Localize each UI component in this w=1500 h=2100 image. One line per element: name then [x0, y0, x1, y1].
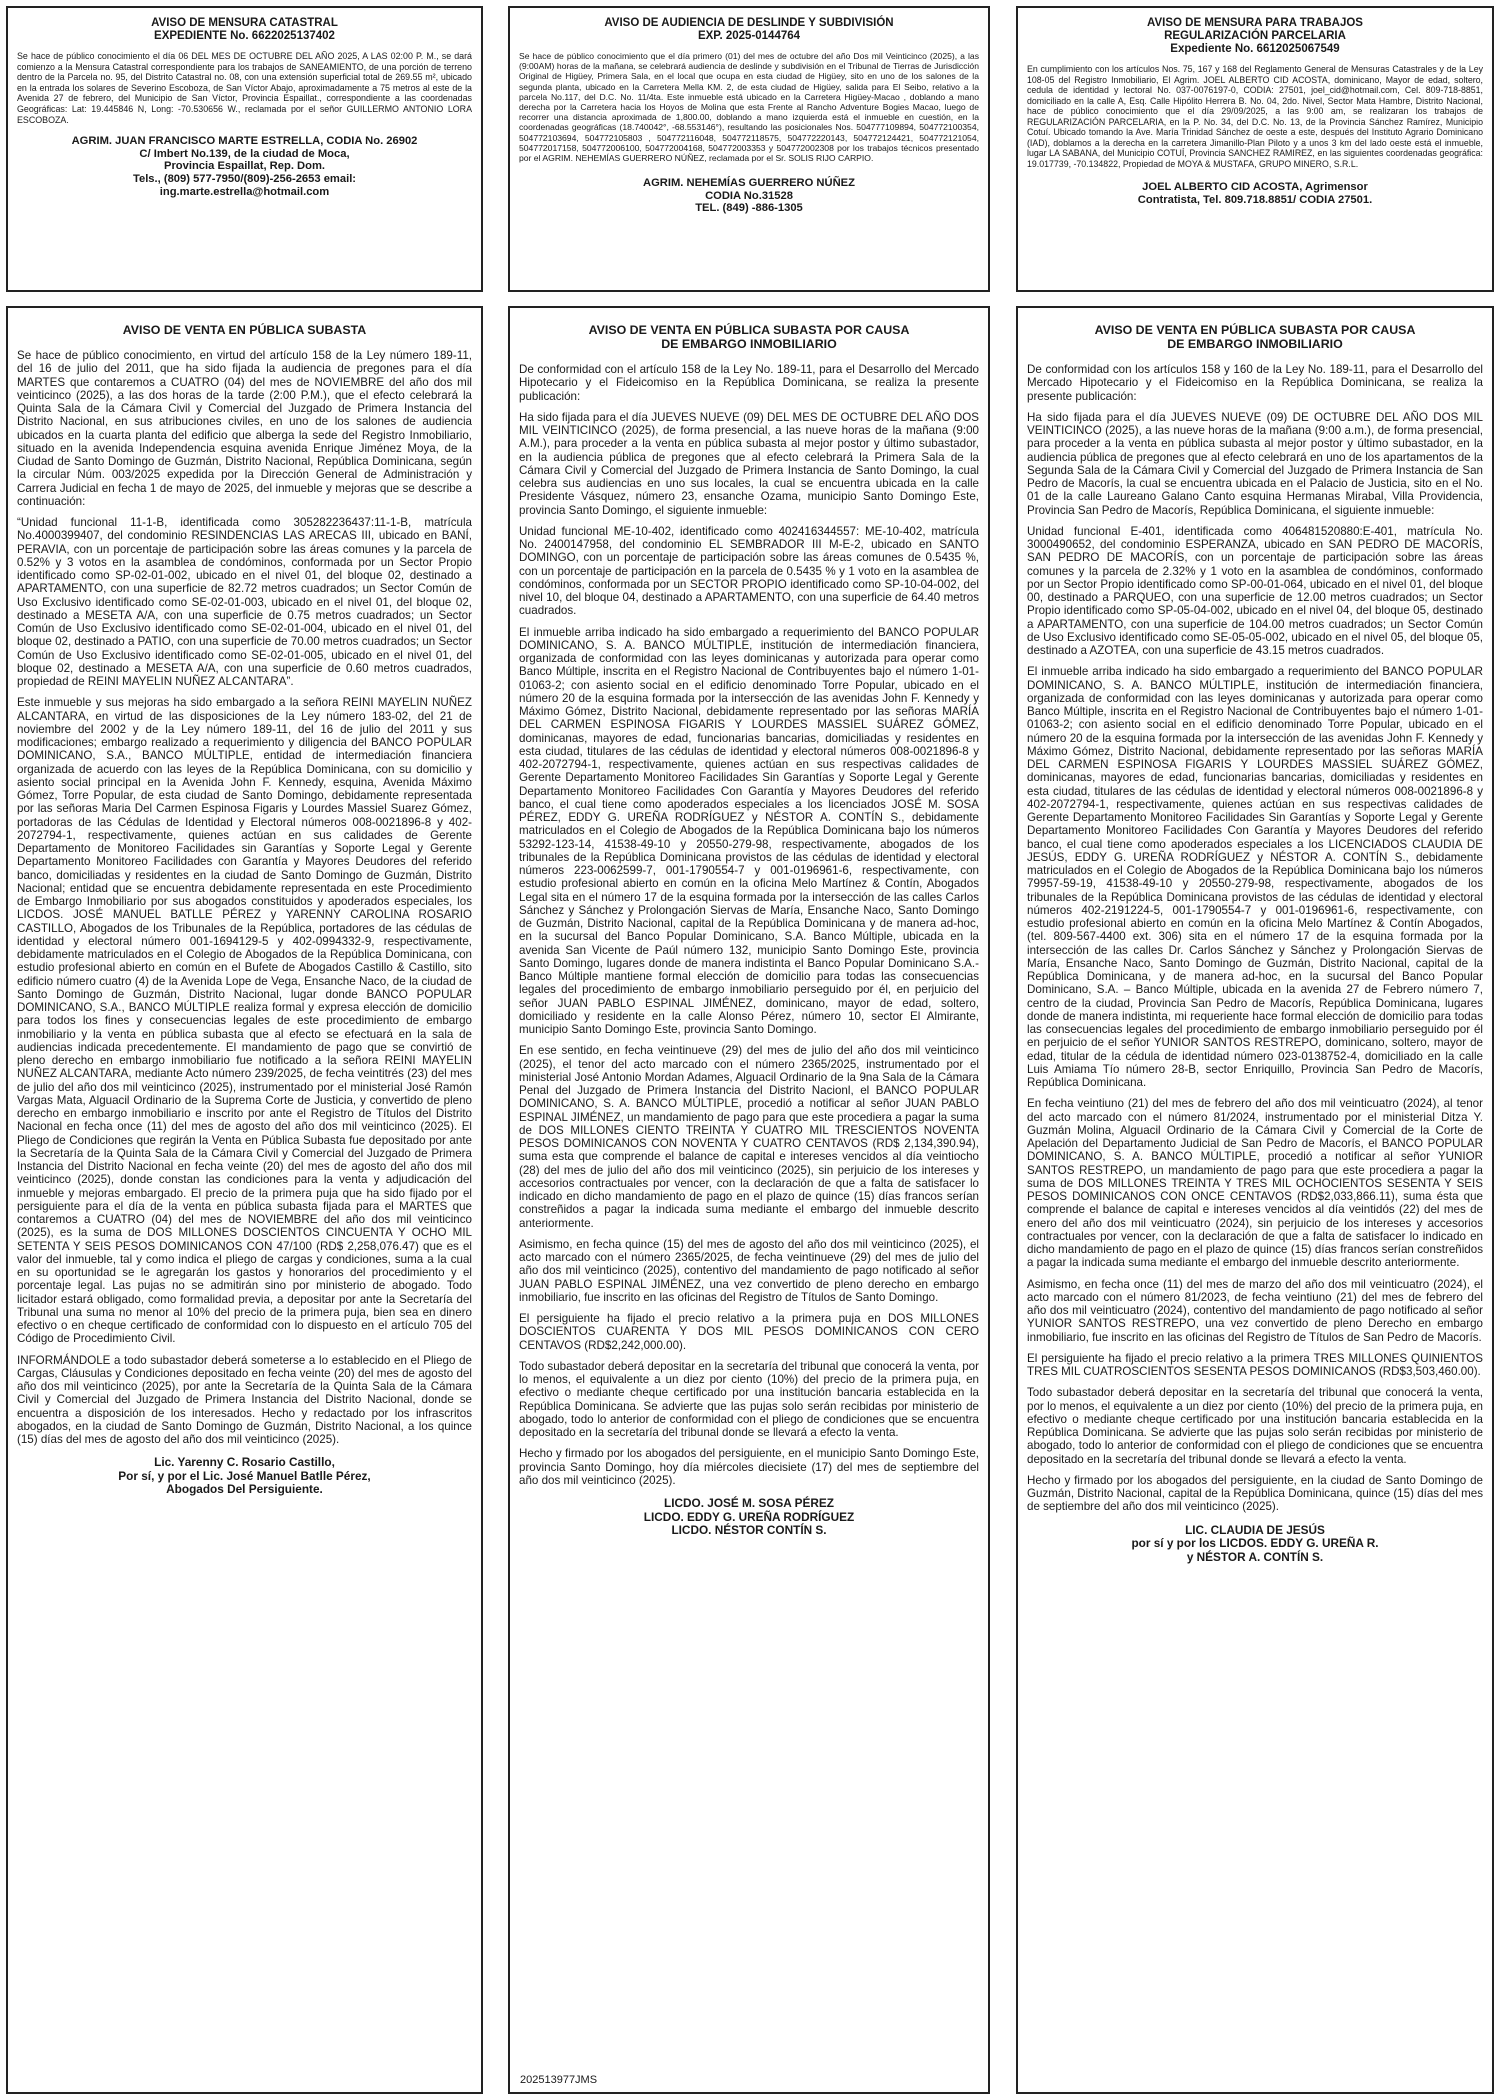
- notice-paragraph: Asimismo, en fecha once (11) del mes de marzo del año dos mil veinticuatro (2024), el acto marcado con el número 81/2023, de fecha veintiuno (21) del mes de febrero del año dos mil veinticuatro (2024), contentivo del mandamiento de pago notificado al señor YUNIOR SANTOS RESTREPO, una vez convertido de pleno Derecho en embargo inmobiliario, fue inscrito en las oficinas del Registro de Títulos de San Pedro de Macorís.: [1027, 1277, 1483, 1344]
- notice-body: [519, 363, 979, 1487]
- notice-paragraph: “Unidad funcional 11-1-B, identificada como 305282236437:11-1-B, matrícula No.4000399407, del condominio RESINDENCIAS LAS ARECAS III, ubicado en BANÍ, PERAVIA, con un porcentaje de participación sobre las áreas comunes y la parcela de 0.52% y 3 votos en la asamblea de condóminos, conformada por un Sector Propio identificado como SP-02-01-002, ubicado en el nivel 01, del bloque 02, destinado a APARTAMENTO, con una superficie de 82.72 metros cuadrados; un Sector Común de Uso Exclusivo identificado como SE-02-01-003, ubicado en el nivel 01, del bloque 02, destinado a MESETA A/A, con una superficie de 0.75 metros cuadrados; un Sector Común de Uso Exclusivo identificado como SE-02-01-004, ubicado en el nivel 01, del bloque 02, destinado a PATIO, con una superficie de 70.00 metros cuadrados; un Sector Común de Uso Exclusivo identificado como SE-02-01-005, ubicado en el nivel 01, del bloque 02, destinado a MESETA A/A, con una superficie de 0.60 metros cuadrados, propiedad de REINI MAYELIN NUÑEZ ALCANTARA”.: [17, 516, 472, 688]
- notice-title: AVISO DE AUDIENCIA DE DESLINDE Y SUBDIVISIÓN EXP. 2025-0144764: [604, 17, 894, 42]
- notice-paragraph: INFORMÁNDOLE a todo subastador deberá someterse a lo establecido en el Pliego de Cargas, Cláusulas y Condiciones depositado en fecha veinte (20) del mes de agosto del año dos mil veinticinco (2025), por ante la Secretaría de la Quinta Sala de la Cámara Civil y Comercial del Juzgado de Primera Instancia del Distrito Nacional, donde se encuentra a disposición de los interesados. Hecho y redactado por los infrascritos abogados, en la ciudad de Santo Domingo de Guzmán, Distrito Nacional, a los quince (15) días del mes de agosto del año dos mil veinticinco (2025).: [17, 1353, 472, 1446]
- notice-mensura-regularizacion: [1016, 6, 1494, 292]
- notice-body: [1027, 363, 1483, 1514]
- notice-paragraph: En ese sentido, en fecha veintinueve (29) del mes de julio del año dos mil veinticinco (2025), el tenor del acto marcado con el número 2365/2025, instrumentado por el ministerial José Antonio Mordan Adames, Alguacil Ordinario de la 9na Sala de la Cámara Penal del Juzgado de Primera Instancia del Distrito Nacionl, el BANCO POPULAR DOMINICANO, S. A. BANCO MÚLTIPLE, procedió a notificar al señor JUAN PABLO ESPINAL JIMÉNEZ, un mandamiento de pago para que este procediera a pagar la suma de DOS MILLONES CIENTO TREINTA Y CUATRO MIL TRESCIENTOS NOVENTA PESOS DOMINICANOS CON NOVENTA Y CUATRO CENTAVOS (RD$ 2,134,390.94), suma esta que comprende el balance de capital e intereses vencidos al día veintiocho (28) del mes de julio del año dos mil veinticinco (2025), sin perjuicio de los intereses y accesorios contractuales por vencer, con la declaración de que a falta de satisfacer lo indicado en dicho mandamiento de pago en el plazo de quince (15) días francos serían constreñidos a pagar la indicada suma mediante el embargo del inmueble descrito anteriormente.: [519, 1044, 979, 1230]
- notice-paragraph: De conformidad con el artículo 158 de la Ley No. 189-11, para el Desarrollo del Mercado Hipotecario y el Fideicomiso en la República Dominicana, se realiza la presente publicación:: [519, 363, 979, 403]
- notice-signature: LIC. CLAUDIA DE JESÚS por sí y por los LICDOS. EDDY G. UREÑA R. y NÉSTOR A. CONTÍN S.: [1131, 1522, 1379, 1564]
- notice-signature: JOEL ALBERTO CID ACOSTA, Agrimensor Contratista, Tel. 809.718.8851/ CODIA 27501.: [1137, 181, 1373, 206]
- notice-title: AVISO DE VENTA EN PÚBLICA SUBASTA POR CAUSA DE EMBARGO INMOBILIARIO: [1094, 323, 1416, 351]
- notice-signature: AGRIM. JUAN FRANCISCO MARTE ESTRELLA, CODIA No. 26902 C/ Imbert No.139, de la ciudad de Moca, Provincia Espaillat, Rep. Dom. Tels., (809) 577-7950/(809)-256-2653 email: ing.marte.estrella@hotmail.com: [71, 135, 418, 198]
- notice-body: [17, 51, 472, 125]
- notice-paragraph: Ha sido fijada para el día JUEVES NUEVE (09) DE OCTUBRE DEL AÑO DOS MIL VEINTICINCO (2025), a las nueve horas de la mañana (9:00 a.m.), de forma presencial, para proceder a la venta en pública subasta al mejor postor y último subastador, en la audiencia pública de pregones que al efecto celebrará en uno de los apartamentos de la Segunda Sala de la Cámara Civil y Comercial del Juzgado de Primera Instancia de San Pedro de Macorís, la cual se encuentra ubicada en el Palacio de Justicia, sito en el No. 01 de la calle Laureano Galano Canto esquina Hermanas Mirabal, Villa Providencia, Provincia San Pedro de Macorís, República Dominicana, el siguiente inmueble:: [1027, 410, 1483, 517]
- notice-paragraph: El inmueble arriba indicado ha sido embargado a requerimiento del BANCO POPULAR DOMINICANO, S. A. BANCO MÚLTIPLE, institución de intermediación financiera, organizada de conformidad con las leyes dominicanas y autorizada para operar como Banco Múltiple, inscrita en el Registro Nacional de Contribuyentes bajo el número 1-01-01063-2; con asiento social en el edificio denominado Torre Popular, ubicado en el número 20 de la esquina formada por la intersección de las avenidas John F. Kennedy y Máximo Gómez, Distrito Nacional, debidamente representado por las señoras MARÍA DEL CARMEN ESPINOSA FIGARIS Y LOURDES MASSIEL SUÁREZ GÓMEZ, dominicanas, mayores de edad, funcionarias bancarias, domiciliadas y residentes en esta ciudad, titulares de las cédulas de identidad y electoral números 008-0021896-8 y 402-2072794-1, respectivamente, quienes actúan en sus respectivas calidades de Gerente Departamento Monitoreo Facilidades Sin Garantías y Soporte Legal y Gerente Departamento Monitoreo Facilidades Con Garantía y Mayores Deudores del referido banco, el cual tiene como apoderados especiales a los licenciados JOSÉ M. SOSA PÉREZ, EDDY G. UREÑA RODRÍGUEZ y NÉSTOR A. CONTÍN S., debidamente matriculados en el Colegio de Abogados de la República Dominicana bajo los números 53292-123-14, 41538-49-10 y 20550-279-98, respectivamente, abogados de los tribunales de la República Dominicana provistos de las cédulas de identidad y electoral números 223-0062599-7, 001-1790554-7 y 001-0196961-6, respectivamente, con estudio profesional abierto en común en la oficina Melo Martínez & Contín, Abogados Legal sita en el número 17 de la esquina formada por la intersección de las calles Carlos Sánchez y Sánchez y Prolongación Siervas de María, Ensanche Naco, Santo Domingo de Guzmán, Distrito Nacional, capital de la República Dominicana y de manera ad-hoc, en la sucursal del Banco Popular Dominicano, S.A. Banco Múltiple, ubicada en la avenida San Vicente de Paúl número 132, municipio Santo Domingo Este, provincia Santo Domingo, lugares donde de manera indistinta el Banco Popular Dominicano S.A.- Banco Múltiple mantiene formal elección de domicilio para todas las consecuencias legales del procedimiento de embargo inmobiliario perseguido por él, en perjuicio del señor JUAN PABLO ESPINAL JIMÉNEZ, dominicano, mayor de edad, soltero, domiciliado y residente en la calle Alonso Pérez, número 10, sector El Almirante, municipio Santo Domingo Este, provincia Santo Domingo.: [519, 625, 979, 1036]
- notice-paragraph: El persiguiente ha fijado el precio relativo a la primera TRES MILLONES QUINIENTOS TRES MIL CUATROSCIENTOS SESENTA PESOS DOMINICANOS (RD$3,503,460.00).: [1027, 1351, 1483, 1378]
- notice-paragraph: Se hace de público conocimiento que el día primero (01) del mes de octubre del año Dos mil Veinticinco (2025), a las (9:00AM) horas de la mañana, se celebrará audiencia de deslinde y subdivisión en el Tribunal de Tierras de Jurisdicción Original de Higüey, Primera Sala, en el local que ocupa en esta ciudad de Higüey, sito en uno de los salones de la segunda planta, ubicado en la Carretera Mella KM. 2, de esta ciudad de Higüey, salida para El Seibo, relativo a la parcela No.117, del D.C. No. 11/4ta. Este inmueble está ubicado en la Carretera Higüey-Macao , doblando a mano derecha por la Carretera hacia los Hoyos de Molina que esta Frente al Rancho Adventure Bogies Macao, luego de recorrer una distancia aproximada de 1,800.00, doblando a mano izquierda está el inmueble en cuestión, en la coordenadas geográficas (18.740042°, -68.553146°), resultando las posicionales Nos. 504777109894, 504772100354, 504772103694, 504772105803 , 504772116048, 504772118575, 504772220143, 504772124421, 504772121054, 504772017158, 504772006100, 504772004168, 504772003353 y 504772002308 por los trabajos técnicos presentado por el AGRIM. NEHEMÍAS GUERRERO NÚÑEZ, reclamada por el Sr. SOLIS RIJO CARPIO.: [519, 51, 979, 164]
- notice-paragraph: Se hace de público conocimiento, en virtud del artículo 158 de la Ley número 189-11, del 16 de julio del 2011, que ha sido fijada la audiencia de pregones para el día MARTES que contaremos a CUATRO (04) del mes de NOVIEMBRE del año dos mil veinticinco (2025), a las dos horas de la tarde (2:00 P.M.), que el efecto celebrará la Quinta Sala de la Cámara Civil y Comercial del Juzgado de Primera Instancia del Distrito Nacional, en sus atribuciones civiles, en uno de los salones de audiencia ubicados en la cuarta planta del edificio que alberga la sede del Registro Inmobiliario, situado en la avenida Independencia esquina avenida Enrique Jiménez Moya, de la Ciudad de Santo Domingo de Guzmán, Distrito Nacional, República Dominicana, según la circular Núm. 003/2025 expedida por la Dirección General de Administración y Carrera Judicial en fecha 1 de mayo de 2025, del inmueble y mejoras que se describe a continuación:: [17, 349, 472, 508]
- notice-venta-subasta-2: [508, 306, 990, 2094]
- notice-venta-subasta-3: [1016, 306, 1494, 2094]
- notice-signature: Lic. Yarenny C. Rosario Castillo, Por sí, y por el Lic. José Manuel Batlle Pérez, Abogados Del Persiguiente.: [118, 1455, 371, 1497]
- notice-paragraph: Este inmueble y sus mejoras ha sido embargado a la señora REINI MAYELIN NUÑEZ ALCANTARA, en virtud de las disposiciones de la Ley número 183-02, del 21 de noviembre del 2002 y de la Ley número 189-11, del 16 de julio del 2011 y sus modificaciones; embargo realizado a requerimiento y diligencia del BANCO POPULAR DOMINICANO, S.A., BANCO MÚLTIPLE, entidad de intermediación financiera organizada de acuerdo con las leyes de la República Dominicana, con su domicilio y asiento social principal en la Avenida John F. Kennedy, esquina, Avenida Máximo Gómez, Torre Popular, de esta ciudad de Santo Domingo, debidamente representada por las señoras Maria Del Carmen Espinosa Figaris y Lourdes Massiel Suarez Gómez, portadoras de las Cédulas de Identidad y Electoral números 008-0021896-8 y 402-2072794-1, respectivamente, quienes actúan en sus calidades de Gerente Departamento de Monitoreo Facilidades sin Garantías y Soporte Legal y Gerente Departamento Monitoreo Facilidades con Garantía y Mayores Deudores del referido banco, domiciliadas y residentes en la ciudad de Santo Domingo de Guzmán, Distrito Nacional; entidad que se encuentra debidamente representada en este Procedimiento de Embargo Inmobiliario por sus abogados constituidos y apoderados especiales, los LICDOS. JOSÉ MANUEL BATLLE PÉREZ y YARENNY CAROLINA ROSARIO CASTILLO, Abogados de los Tribunales de la República, portadores de las cédulas de identidad y electoral número 001-1694129-5 y 402-0994332-9, respectivamente, debidamente matriculados en el Colegio de Abogados de la República Dominicana, con estudio profesional abierto en común en el Bufete de Abogados Castillo & Castillo, sito edificio número cuatro (4) de la Avenida Lope de Vega, Ensanche Naco, de la ciudad de Santo Domingo de Guzmán, Distrito Nacional, lugar donde BANCO POPULAR DOMINICANO, S.A., BANCO MÚLTIPLE realiza formal y expresa elección de domicilio para todos los fines y consecuencias legales de este procedimiento de embargo inmobiliario y la venta en pública subasta que al efecto se efectuará en la sala de audiencias indicada precedentemente. El mandamiento de pago que se convirtió de pleno derecho en embargo inmobiliario fue notificado a la señora REINI MAYELIN NUÑEZ ALCANTARA, mediante Acto número 239/2025, de fecha veintitrés (23) del mes de julio del año dos mil veinticinco (2025), instrumentado por el ministerial José Ramón Vargas Mata, Alguacil Ordinario de la Suprema Corte de Justicia, y convertido de pleno derecho en embargo inmobiliario e inscrito por ante el Registro de Títulos del Distrito Nacional en fecha once (11) del mes de agosto del año dos mil veinticinco (2025). El Pliego de Condiciones que regirán la Venta en Pública Subasta fue depositado por ante la Secretaría de la Quinta Sala de la Cámara Civil y Comercial del Juzgado de Primera Instancia del Distrito Nacional en fecha veinte (20) del mes de agosto del año dos mil veinticinco (2025), donde constan las condiciones para la venta y adjudicación del inmueble y mejoras embargado. El precio de la primera puja que ha sido fijado por el persiguiente para el día de la venta en pública subasta fijada para el MARTES que contaremos a CUATRO (04) del mes de NOVIEMBRE del año dos mil veinticinco (2025), es la suma de DOS MILLONES DOSCIENTOS CINCUENTA Y OCHO MIL SETENTA Y SEIS PESOS DOMINICANOS CON 47/100 (RD$ 2,258,076.47) que es el valor del inmueble, tal y como indica el pliego de cargas y condiciones, suma a la cual en su oportunidad se le agregarán los gastos y honorarios del procedimiento y el porcentaje legal. Las pujas no se admitirán sino por ministerio de abogado. Todo licitador estará obligado, como formalidad previa, a depositar por ante la Secretaría del Tribunal una suma no menor al 10% del precio de la primera puja, bien sea en dinero efectivo o en cheque certificado de conformidad con lo dispuesto en el artículo 705 del Código de Procedimiento Civil.: [17, 696, 472, 1346]
- notice-body: [1027, 64, 1483, 169]
- publication-code: 202513977JMS: [520, 2074, 598, 2086]
- notice-paragraph: Todo subastador deberá depositar en la secretaría del tribunal que conocerá la venta, por lo menos, el equivalente a un diez por ciento (10%) del precio de la primera puja, en efectivo o mediante cheque certificado por una institución bancaria establecida en la República Dominicana. Se advierte que las pujas solo serán recibidas por ministerio de abogado, todo lo anterior de conformidad con el pliego de condiciones que se encuentra depositado en la secretaría del tribunal donde se llevará a efecto la venta.: [519, 1359, 979, 1439]
- notice-paragraph: Hecho y firmado por los abogados del persiguiente, en el municipio Santo Domingo Este, provincia Santo Domingo, hoy día miércoles diecisiete (17) del mes de septiembre del año dos mil veinticinco (2025).: [519, 1447, 979, 1487]
- notice-paragraph: Se hace de público conocimiento el día 06 DEL MES DE OCTUBRE DEL AÑO 2025, A LAS 02:00 P. M., se dará comienzo a la Mensura Catastral correspondiente para los trabajos de SANEAMIENTO, de una porción de terreno dentro de la Parcela no. 95, del Distrito Catastral no. 08, con una extensión superficial total de 269.55 m², ubicado en la entrada los solares de Severino Escoboza, de San Víctor Abajo, aproximadamente a 75 metros al este de la Avenida 27 de febrero, del Municipio de San Víctor, Provincia Espaillat., correspondiente a las coordenadas Geográficas: Lat: 19.445846 N, Long: -70.530656 W., reclamada por el señor GUILLERMO ANTONIO LORA ESCOBOZA.: [17, 51, 472, 125]
- notice-title: AVISO DE VENTA EN PÚBLICA SUBASTA POR CAUSA DE EMBARGO INMOBILIARIO: [588, 323, 910, 351]
- notice-mensura-catastral: [6, 6, 483, 292]
- notice-audiencia-deslinde: [508, 6, 990, 292]
- notice-venta-subasta-1: [6, 306, 483, 2094]
- notice-body: [519, 51, 979, 163]
- notice-paragraph: Unidad funcional E-401, identificada como 406481520880:E-401, matrícula No. 3000490652, del condominio ESPERANZA, ubicado en SAN PEDRO DE MACORÍS, SAN PEDRO DE MACORÍS, con un porcentaje de participación sobre las áreas comunes y la parcela de 2.32% y 1 voto en la asamblea de condóminos, conformado por un Sector Propio identificado como SP-00-01-064, ubicado en el nivel 01, del bloque 00, destinado a PARQUEO, con una superficie de 12.00 metros cuadrados; un Sector Propio identificado como SP-05-04-002, ubicado en el nivel 04, del bloque 05, destinado a APARTAMENTO, con una superficie de 104.00 metros cuadrados; un Sector Común de Uso Exclusivo identificado como SE-05-05-002, ubicado en el nivel 05, del bloque 05, destinado a AZOTEA, con una superficie de 43.15 metros cuadrados.: [1027, 524, 1483, 657]
- notice-paragraph: Unidad funcional ME-10-402, identificado como 402416344557: ME-10-402, matrícula No. 2400147958, del condominio EL SEMBRADOR III M-E-2, ubicado en SANTO DOMINGO, con un porcentaje de participación sobre las áreas comunes de 0.5435 %, con un porcentaje de participación en la parcela de 0.5435 % y 1 voto en la asamblea de condóminos, conformada por un SECTOR PROPIO identificado como SP-10-04-002, del nivel 10, del bloque 04, destinado a APARTAMENTO, con una superficie de 64.40 metros cuadrados.: [519, 524, 979, 618]
- notice-paragraph: En fecha veintiuno (21) del mes de febrero del año dos mil veinticuatro (2024), al tenor del acto marcado con el número 81/2024, instrumentado por el ministerial Ditza Y. Guzmán Molina, Alguacil Ordinario de la Cámara Civil y Comercial de la Corte de Apelación del Departamento Judicial de San Pedro de Macorís, el BANCO POPULAR DOMINICANO, S. A. BANCO MÚLTIPLE, procedió a notificar al señor YUNIOR SANTOS RESTREPO, un mandamiento de pago para que este procediera a pagar la suma de DOS MILLONES TREINTA Y TRES MIL OCHOCIENTOS SESENTA Y SEIS PESOS DOMINICANOS CON ONCE CENTAVOS (RD$2,033,866.11), suma ésta que comprende el balance de capital e intereses vencidos al día veintidós (22) del mes de enero del año dos mil veinticuatro (2024), sin perjuicio de los intereses y accesorios contractuales por vencer, con la declaración de que a falta de satisfacer lo indicado en dicho mandamiento de pago en el plazo de quince (15) días francos serían constreñidos a pagar la indicada suma mediante el embargo del inmueble descrito anteriormente.: [1027, 1097, 1483, 1270]
- notice-title: AVISO DE MENSURA CATASTRAL EXPEDIENTE No. 6622025137402: [151, 17, 338, 42]
- notice-paragraph: El persiguiente ha fijado el precio relativo a la primera puja en DOS MILLONES DOSCIENTOS CUARENTA Y DOS MIL PESOS DOMINICANOS CON CERO CENTAVOS (RD$2,242,000.00).: [519, 1312, 979, 1352]
- notice-title: AVISO DE MENSURA PARA TRABAJOS REGULARIZACIÓN PARCELARIA Expediente No. 6612025067549: [1147, 17, 1363, 55]
- notice-paragraph: De conformidad con los artículos 158 y 160 de la Ley No. 189-11, para el Desarrollo del Mercado Hipotecario y el Fideicomiso en la República Dominicana, se realiza la presente publicación:: [1027, 363, 1483, 403]
- notice-signature: LICDO. JOSÉ M. SOSA PÉREZ LICDO. EDDY G. UREÑA RODRÍGUEZ LICDO. NÉSTOR CONTÍN S.: [643, 1496, 855, 1538]
- notice-paragraph: Hecho y firmado por los abogados del persiguiente, en la ciudad de Santo Domingo de Guzmán, Distrito Nacional, capital de la República Dominicana, quince (15) días del mes de septiembre del año dos mil veinticinco (2025).: [1027, 1473, 1483, 1514]
- notice-paragraph: El inmueble arriba indicado ha sido embargado a requerimiento del BANCO POPULAR DOMINICANO, S. A. BANCO MÚLTIPLE, institución de intermediación financiera, organizada de conformidad con las leyes dominicanas y autorizada para operar como Banco Múltiple, inscrita en el Registro Nacional de Contribuyentes bajo el número 1-01-01063-2; con asiento social en el edificio denominado Torre Popular, ubicado en el número 20 de la esquina formada por la intersección de las avenidas John F. Kennedy y Máximo Gómez, Distrito Nacional, debidamente representado por las señoras MARÍA DEL CARMEN ESPINOSA FIGARIS Y LOURDES MASSIEL SUÁREZ GÓMEZ, dominicanas, mayores de edad, funcionarias bancarias, domiciliadas y residentes en esta ciudad, titulares de las cédulas de identidad y electoral números 008-0021896-8 y 402-2072794-1, respectivamente, quienes actúan en sus respectivas calidades de Gerente Departamento Monitoreo Facilidades Sin Garantías y Soporte Legal y Gerente Departamento Monitoreo Facilidades Con Garantía y Mayores Deudores del referido banco, el cual tiene como apoderados especiales a los LICENCIADOS CLAUDIA DE JESÚS, EDDY G. UREÑA RODRÍGUEZ y NÉSTOR A. CONTÍN S., debidamente matriculados en el Colegio de Abogados de la República Dominicana bajo los números 79957-59-19, 41538-49-10 y 20550-279-98, respectivamente, abogados de los tribunales de la República Dominicana provistos de las cédulas de identidad y electoral números 402-2191224-5, 001-1790554-7 y 001-0196961-6, respectivamente, con estudio profesional abierto en común en la oficina Melo Martínez & Contín Abogados, (tel. 809-567-4400 ext. 306) sita en el número 17 de la esquina formada por la intersección de las calles Dr. Carlos Sánchez y Sánchez y Prolongación Siervas de María, Ensanche Naco, Santo Domingo de Guzmán, Distrito Nacional, capital de la República Dominicana, y de manera ad-hoc, en la sucursal del Banco Popular Dominicano, S.A. – Banco Múltiple, ubicada en la avenida 27 de Febrero número 7, centro de la ciudad, Provincia San Pedro de Macorís, República Dominicana, lugares donde de manera indistinta, mi requeriente hace formal elección de domicilio para todas las consecuencias legales del procedimiento de embargo inmobiliario perseguido por él en perjuicio de el señor YUNIOR SANTOS RESTREPO, dominicano, soltero, mayor de edad, titular de la cédula de identidad número 023-0138752-4, domiciliado en la calle Luis Amiama Tío número 28-B, sector Enriquillo, Provincia San Pedro de Macorís, República Dominicana.: [1027, 665, 1483, 1089]
- notice-body: [17, 349, 472, 1446]
- notice-title: AVISO DE VENTA EN PÚBLICA SUBASTA: [122, 323, 367, 337]
- notice-paragraph: Todo subastador deberá depositar en la secretaría del tribunal que conocerá la venta, por lo menos, el equivalente a un diez por ciento (10%) del precio de la primera puja, en efectivo o mediante cheque certificado por una institución bancaria establecida en la República Dominicana. Se advierte que las pujas solo serán recibidas por ministerio de abogado, todo lo anterior de conformidad con el pliego de condiciones que se encuentra depositado en la secretaría del tribunal donde se llevará a efecto la venta.: [1027, 1386, 1483, 1466]
- notice-paragraph: Ha sido fijada para el día JUEVES NUEVE (09) DEL MES DE OCTUBRE DEL AÑO DOS MIL VEINTICINCO (2025), de forma presencial, a las nueve horas de la mañana (9:00 A.M.), para proceder a la venta en pública subasta al mejor postor y último subastador, en la audiencia pública de pregones que al efecto celebrará la Primera Sala de la Cámara Civil y Comercial del Juzgado de Primera Instancia de Santo Domingo, la cual celebra sus audiencias en uno sus locales, la cual se encuentra ubicada en la calle Presidente Vásquez, número 23, ensanche Ozama, municipio Santo Domingo Este, provincia Santo Domingo, el siguiente inmueble:: [519, 410, 979, 517]
- notice-paragraph: Asimismo, en fecha quince (15) del mes de agosto del año dos mil veinticinco (2025), el acto marcado con el número 2365/2025, de fecha veintinueve (29) del mes de julio del año dos mil veinticinco (2025), contentivo del mandamiento de pago notificado al señor JUAN PABLO ESPINAL JIMÉNEZ, una vez convertido de pleno derecho en embargo inmobiliario, fue inscrito en las oficinas del Registro de Títulos de Santo Domingo.: [519, 1237, 979, 1304]
- notice-signature: AGRIM. NEHEMÍAS GUERRERO NÚÑEZ CODIA No.31528 TEL. (849) -886-1305: [643, 177, 855, 215]
- notice-paragraph: En cumplimiento con los artículos Nos. 75, 167 y 168 del Reglamento General de Mensuras Catastrales y de la Ley 108-05 del Registro Inmobiliario, El Agrim. JOEL ALBERTO CID ACOSTA, dominicano, Mayor de edad, soltero, cedula de identidad y lectoral No. 037-0076197-0, CODIA: 27501, joel_cid@hotmail.com, Cel. 809-718-8851, domiciliado en la calle A, Esq. Calle Hipólito Herrera B. No. 04, 2do. Nivel, Sector Mata Hambre, Distrito Nacional, hace de público conocimiento que el día 29/09/2025, a las 9:00 am, se realizaran los trabajos de REGULARIZACIÓN PARCELARIA, en la P. No. 34, del D.C. No. 13, de la Provincia Sánchez Ramírez, Municipio Cotuí. Ubicado tomando la Ave. María Trinidad Sánchez de oeste a este, después del Instituto Agrario Dominicano (IAD), doblamos a la derecha en la carretera Jimanillo-Plan Piloto y a unos 3 km del lado oeste está el inmueble, lugar LA SABANA, del Municipio COTUÍ, Provincia SANCHEZ RAMIREZ, en las siguientes coordenadas geográfica: 19.017739, -70.134822, Propiedad de MOYA & MUSTAFA, GRUPO MINERO, S.R.L.: [1027, 64, 1483, 169]
